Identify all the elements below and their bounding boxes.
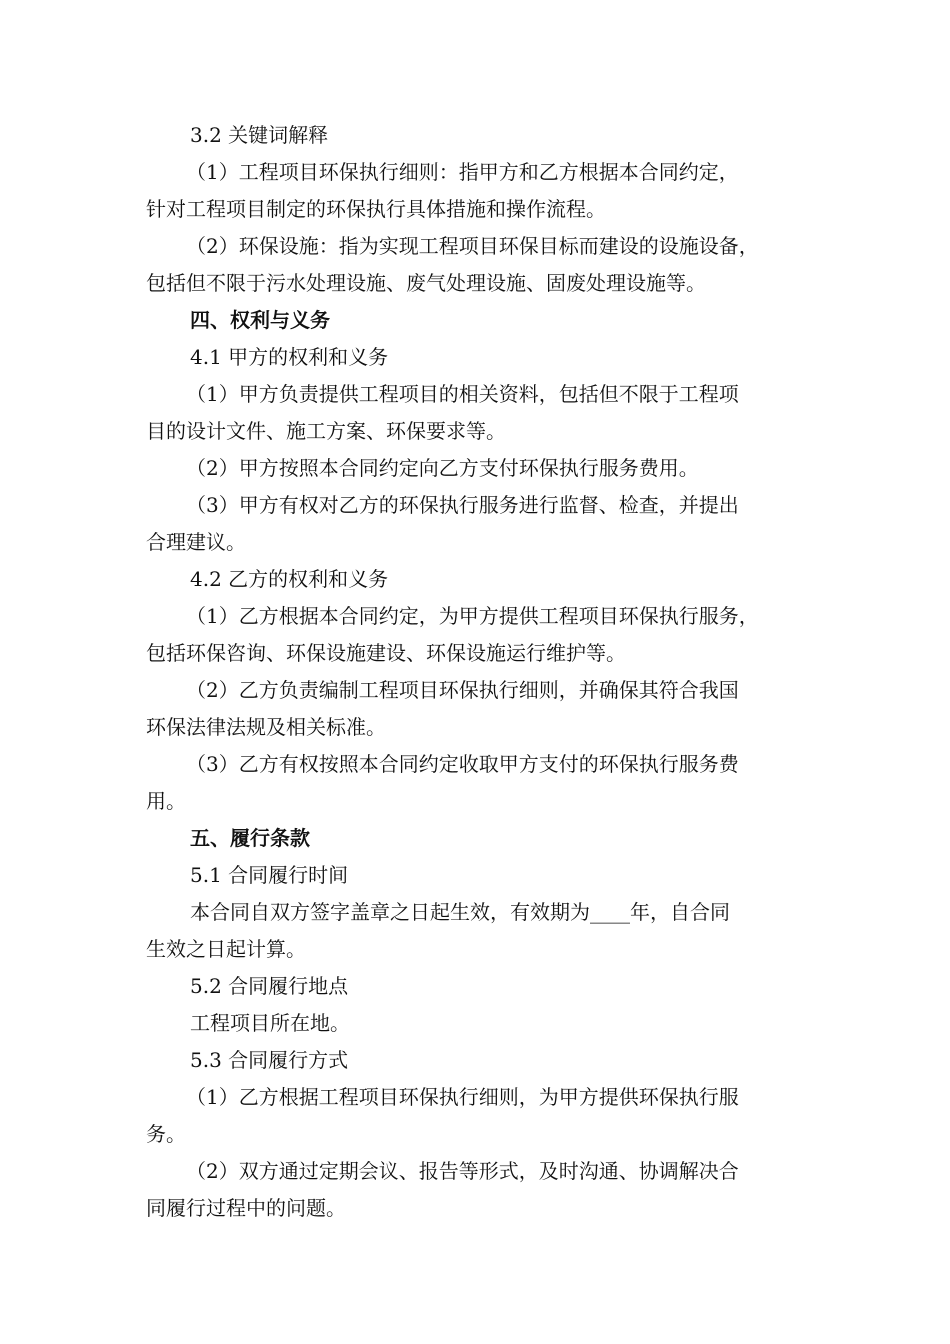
paragraph-line: （2）甲方按照本合同约定向乙方支付环保执行服务费用。 bbox=[186, 456, 699, 480]
section-4-2-heading: 4.2 乙方的权利和义务 bbox=[190, 567, 389, 591]
section-5-1-heading: 5.1 合同履行时间 bbox=[190, 863, 349, 887]
paragraph-line: 生效之日起计算。 bbox=[146, 937, 306, 961]
paragraph-line: （2）双方通过定期会议、报告等形式，及时沟通、协调解决合 bbox=[186, 1159, 739, 1183]
paragraph-line: 针对工程项目制定的环保执行具体措施和操作流程。 bbox=[146, 197, 606, 221]
paragraph-line: （2）环保设施：指为实现工程项目环保目标而建设的设施设备， bbox=[186, 234, 759, 258]
paragraph-line: （1）乙方根据本合同约定，为甲方提供工程项目环保执行服务， bbox=[186, 604, 759, 628]
section-5-heading: 五、履行条款 bbox=[190, 826, 310, 850]
document-page bbox=[146, 117, 816, 1227]
paragraph-line: 环保法律法规及相关标准。 bbox=[146, 715, 386, 739]
section-5-3-heading: 5.3 合同履行方式 bbox=[190, 1048, 349, 1072]
section-4-1-heading: 4.1 甲方的权利和义务 bbox=[190, 345, 389, 369]
paragraph-line: 务。 bbox=[146, 1122, 186, 1146]
paragraph-line: 包括但不限于污水处理设施、废气处理设施、固废处理设施等。 bbox=[146, 271, 706, 295]
paragraph-line: （3）乙方有权按照本合同约定收取甲方支付的环保执行服务费 bbox=[186, 752, 739, 776]
paragraph-line: （3）甲方有权对乙方的环保执行服务进行监督、检查，并提出 bbox=[186, 493, 739, 517]
paragraph-line: 同履行过程中的问题。 bbox=[146, 1196, 346, 1220]
paragraph-line: （1）乙方根据工程项目环保执行细则，为甲方提供环保执行服 bbox=[186, 1085, 739, 1109]
paragraph-line: （1）甲方负责提供工程项目的相关资料，包括但不限于工程项 bbox=[186, 382, 739, 406]
section-3-2-heading: 3.2 关键词解释 bbox=[190, 123, 329, 147]
paragraph-line: （2）乙方负责编制工程项目环保执行细则，并确保其符合我国 bbox=[186, 678, 739, 702]
paragraph-line: 本合同自双方签字盖章之日起生效，有效期为____年，自合同 bbox=[190, 900, 730, 924]
paragraph-line: 包括环保咨询、环保设施建设、环保设施运行维护等。 bbox=[146, 641, 626, 665]
paragraph-line: 合理建议。 bbox=[146, 530, 246, 554]
paragraph-line: （1）工程项目环保执行细则：指甲方和乙方根据本合同约定， bbox=[186, 160, 739, 184]
section-5-2-heading: 5.2 合同履行地点 bbox=[190, 974, 349, 998]
paragraph-line: 用。 bbox=[146, 789, 186, 813]
paragraph-line: 工程项目所在地。 bbox=[190, 1011, 350, 1035]
section-4-heading: 四、权利与义务 bbox=[190, 308, 330, 332]
paragraph-line: 目的设计文件、施工方案、环保要求等。 bbox=[146, 419, 506, 443]
